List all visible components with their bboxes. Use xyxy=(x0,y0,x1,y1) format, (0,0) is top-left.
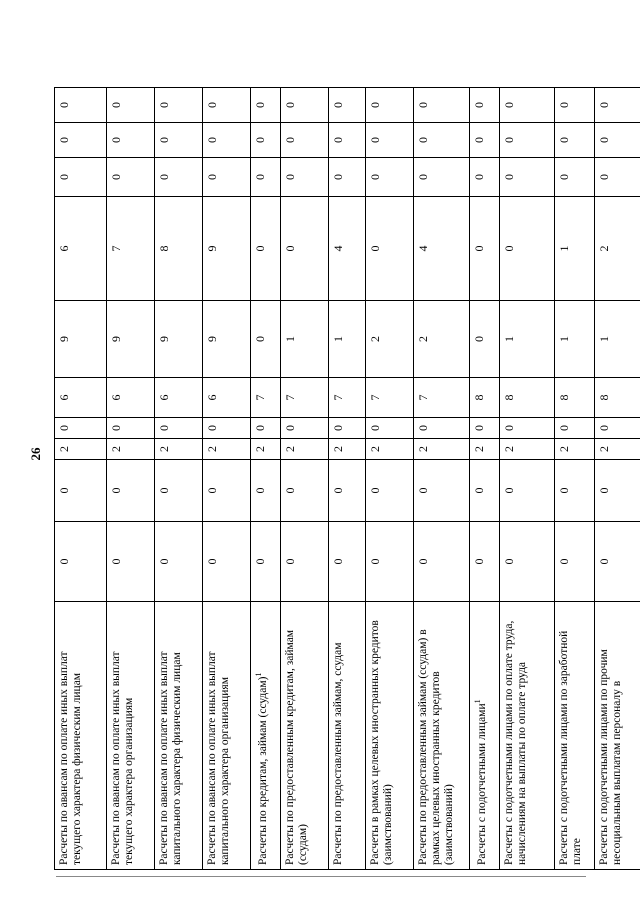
code-digit-cell: 0 xyxy=(555,418,595,439)
code-digit-cell: 0 xyxy=(500,123,555,158)
code-digit-cell: 6 xyxy=(55,197,107,301)
code-digit-cell: 0 xyxy=(251,522,281,602)
code-digit-cell: 0 xyxy=(500,522,555,602)
table-row xyxy=(281,88,329,870)
code-digit-cell: 0 xyxy=(107,522,155,602)
code-digit-cell: 0 xyxy=(251,123,281,158)
code-digit-cell: 0 xyxy=(595,522,640,602)
account-table xyxy=(54,87,640,870)
code-digit-cell: 0 xyxy=(414,460,470,522)
code-digit-cell: 8 xyxy=(555,378,595,418)
code-digit-cell: 0 xyxy=(107,88,155,123)
code-digit-cell: 0 xyxy=(155,123,203,158)
code-digit-cell: 0 xyxy=(55,123,107,158)
code-digit-cell: 0 xyxy=(470,522,500,602)
account-table-wrapper xyxy=(54,88,624,870)
code-digit-cell: 0 xyxy=(414,158,470,197)
code-digit-cell: 0 xyxy=(470,197,500,301)
table-row xyxy=(414,88,470,870)
code-digit-cell: 7 xyxy=(251,378,281,418)
code-digit-cell: 0 xyxy=(155,418,203,439)
code-digit-cell: 1 xyxy=(329,301,366,378)
code-digit-cell: 0 xyxy=(55,522,107,602)
code-digit-cell: 8 xyxy=(500,378,555,418)
code-digit-cell: 0 xyxy=(366,123,414,158)
account-name-text: Расчеты с подотчетными лицами по прочим несоциальным выплатам персоналу в xyxy=(598,649,624,865)
code-digit-cell: 0 xyxy=(251,460,281,522)
code-digit-cell: 8 xyxy=(595,378,640,418)
account-name-cell xyxy=(595,602,640,870)
table-row xyxy=(366,88,414,870)
code-digit-cell: 7 xyxy=(414,378,470,418)
code-digit-cell: 0 xyxy=(366,418,414,439)
code-digit-cell: 7 xyxy=(366,378,414,418)
code-digit-cell: 0 xyxy=(470,418,500,439)
code-digit-cell: 2 xyxy=(595,197,640,301)
code-digit-cell: 0 xyxy=(203,460,251,522)
code-digit-cell: 2 xyxy=(366,439,414,460)
code-digit-cell: 9 xyxy=(203,301,251,378)
code-digit-cell: 0 xyxy=(595,123,640,158)
code-digit-cell: 2 xyxy=(281,439,329,460)
code-digit-cell: 8 xyxy=(470,378,500,418)
code-digit-cell: 0 xyxy=(155,522,203,602)
account-name-cell xyxy=(470,602,500,870)
code-digit-cell: 2 xyxy=(500,439,555,460)
code-digit-cell: 0 xyxy=(595,158,640,197)
code-digit-cell: 0 xyxy=(500,418,555,439)
code-digit-cell: 0 xyxy=(251,88,281,123)
account-name-text: Расчеты в рамках целевых иностранных кредитов (заимствований) xyxy=(369,620,395,865)
account-name-text: Расчеты по авансам по оплате иных выплат капитального характера организациям xyxy=(206,651,232,865)
code-digit-cell: 0 xyxy=(414,123,470,158)
account-name-text: Расчеты по авансам по оплате иных выплат текущего характера физическим лицам xyxy=(58,651,84,865)
account-name-cell xyxy=(55,602,107,870)
table-row xyxy=(203,88,251,870)
account-name-cell xyxy=(500,602,555,870)
code-digit-cell: 2 xyxy=(555,439,595,460)
code-digit-cell: 9 xyxy=(55,301,107,378)
account-name-text: Расчеты по предоставленным кредитам, займам (ссудам) xyxy=(284,629,310,865)
code-digit-cell: 0 xyxy=(281,522,329,602)
code-digit-cell: 8 xyxy=(155,197,203,301)
code-digit-cell: 0 xyxy=(595,88,640,123)
table-row xyxy=(55,88,107,870)
code-digit-cell: 0 xyxy=(107,158,155,197)
code-digit-cell: 6 xyxy=(155,378,203,418)
code-digit-cell: 1 xyxy=(555,301,595,378)
code-digit-cell: 0 xyxy=(329,460,366,522)
code-digit-cell: 1 xyxy=(555,197,595,301)
code-digit-cell: 0 xyxy=(251,197,281,301)
code-digit-cell: 0 xyxy=(55,460,107,522)
account-name-cell xyxy=(329,602,366,870)
account-name-cell xyxy=(251,602,281,870)
code-digit-cell: 9 xyxy=(107,301,155,378)
code-digit-cell: 0 xyxy=(555,88,595,123)
account-name-cell xyxy=(414,602,470,870)
code-digit-cell: 0 xyxy=(470,460,500,522)
table-row xyxy=(470,88,500,870)
code-digit-cell: 0 xyxy=(155,88,203,123)
code-digit-cell: 0 xyxy=(281,197,329,301)
code-digit-cell: 0 xyxy=(500,460,555,522)
code-digit-cell: 0 xyxy=(251,301,281,378)
code-digit-cell: 0 xyxy=(470,301,500,378)
code-digit-cell: 2 xyxy=(470,439,500,460)
account-name-text: Расчеты по предоставленным займам (ссудам) в рамках целевых иностранных кредитов (заимствований) xyxy=(417,629,456,865)
code-digit-cell: 6 xyxy=(203,378,251,418)
code-digit-cell: 9 xyxy=(203,197,251,301)
code-digit-cell: 0 xyxy=(595,418,640,439)
code-digit-cell: 9 xyxy=(155,301,203,378)
account-name-cell xyxy=(203,602,251,870)
code-digit-cell: 0 xyxy=(555,123,595,158)
code-digit-cell: 0 xyxy=(366,197,414,301)
code-digit-cell: 7 xyxy=(329,378,366,418)
code-digit-cell: 2 xyxy=(251,439,281,460)
code-digit-cell: 1 xyxy=(500,301,555,378)
code-digit-cell: 0 xyxy=(107,460,155,522)
code-digit-cell: 0 xyxy=(203,123,251,158)
code-digit-cell: 0 xyxy=(366,158,414,197)
account-name-text: Расчеты по кредитам, займам (ссудам) xyxy=(256,676,269,865)
code-digit-cell: 0 xyxy=(55,158,107,197)
code-digit-cell: 0 xyxy=(470,88,500,123)
code-digit-cell: 0 xyxy=(366,460,414,522)
code-digit-cell: 0 xyxy=(251,158,281,197)
table-row xyxy=(329,88,366,870)
account-name-text: Расчеты с подотчетными лицами xyxy=(475,703,488,865)
code-digit-cell: 0 xyxy=(414,88,470,123)
code-digit-cell: 0 xyxy=(329,123,366,158)
code-digit-cell: 2 xyxy=(414,301,470,378)
code-digit-cell: 0 xyxy=(329,88,366,123)
code-digit-cell: 0 xyxy=(281,460,329,522)
code-digit-cell: 0 xyxy=(414,418,470,439)
table-row xyxy=(155,88,203,870)
code-digit-cell: 1 xyxy=(281,301,329,378)
code-digit-cell: 0 xyxy=(281,88,329,123)
code-digit-cell: 7 xyxy=(107,197,155,301)
code-digit-cell: 0 xyxy=(470,123,500,158)
code-digit-cell: 0 xyxy=(107,123,155,158)
account-name-cell xyxy=(555,602,595,870)
code-digit-cell: 0 xyxy=(555,158,595,197)
code-digit-cell: 4 xyxy=(414,197,470,301)
code-digit-cell: 0 xyxy=(281,418,329,439)
code-digit-cell: 0 xyxy=(55,418,107,439)
account-name-text: Расчеты по авансам по оплате иных выплат капитального характера физическим лицам xyxy=(158,651,184,865)
code-digit-cell: 2 xyxy=(329,439,366,460)
account-name-cell xyxy=(155,602,203,870)
page-number: 26 xyxy=(28,447,43,461)
code-digit-cell: 6 xyxy=(55,378,107,418)
footnote-marker: 1 xyxy=(473,699,482,704)
code-digit-cell: 0 xyxy=(203,88,251,123)
code-digit-cell: 2 xyxy=(595,439,640,460)
code-digit-cell: 0 xyxy=(329,158,366,197)
code-digit-cell: 6 xyxy=(107,378,155,418)
code-digit-cell: 0 xyxy=(251,418,281,439)
code-digit-cell: 2 xyxy=(107,439,155,460)
code-digit-cell: 0 xyxy=(500,158,555,197)
code-digit-cell: 2 xyxy=(155,439,203,460)
table-row xyxy=(251,88,281,870)
account-name-text: Расчеты с подотчетными лицами по заработной плате xyxy=(558,630,584,865)
code-digit-cell: 0 xyxy=(203,522,251,602)
table-body xyxy=(55,88,640,870)
table-row xyxy=(500,88,555,870)
code-digit-cell: 2 xyxy=(203,439,251,460)
page-bottom-edge xyxy=(56,876,586,877)
code-digit-cell: 0 xyxy=(414,522,470,602)
code-digit-cell: 0 xyxy=(555,460,595,522)
code-digit-cell: 7 xyxy=(281,378,329,418)
footnote-marker: 1 xyxy=(254,672,263,677)
code-digit-cell: 0 xyxy=(555,522,595,602)
code-digit-cell: 2 xyxy=(366,301,414,378)
code-digit-cell: 0 xyxy=(281,158,329,197)
code-digit-cell: 4 xyxy=(329,197,366,301)
code-digit-cell: 0 xyxy=(155,158,203,197)
table-row xyxy=(595,88,640,870)
code-digit-cell: 0 xyxy=(55,88,107,123)
code-digit-cell: 0 xyxy=(500,88,555,123)
account-name-cell xyxy=(366,602,414,870)
code-digit-cell: 0 xyxy=(203,158,251,197)
account-name-cell xyxy=(107,602,155,870)
account-name-cell xyxy=(281,602,329,870)
code-digit-cell: 0 xyxy=(329,522,366,602)
code-digit-cell: 0 xyxy=(203,418,251,439)
table-row xyxy=(555,88,595,870)
code-digit-cell: 0 xyxy=(470,158,500,197)
code-digit-cell: 0 xyxy=(329,418,366,439)
account-name-text: Расчеты с подотчетными лицами по оплате труда, начислениям на выплаты по оплате труда xyxy=(503,620,529,865)
code-digit-cell: 2 xyxy=(55,439,107,460)
table-row xyxy=(107,88,155,870)
account-name-text: Расчеты по авансам по оплате иных выплат текущего характера организациям xyxy=(110,651,136,865)
code-digit-cell: 0 xyxy=(366,522,414,602)
account-name-text: Расчеты по предоставленным займам, ссудам xyxy=(332,642,344,865)
code-digit-cell: 0 xyxy=(281,123,329,158)
code-digit-cell: 1 xyxy=(595,301,640,378)
code-digit-cell: 2 xyxy=(414,439,470,460)
code-digit-cell: 0 xyxy=(155,460,203,522)
code-digit-cell: 0 xyxy=(595,460,640,522)
code-digit-cell: 0 xyxy=(366,88,414,123)
code-digit-cell: 0 xyxy=(500,197,555,301)
code-digit-cell: 0 xyxy=(107,418,155,439)
